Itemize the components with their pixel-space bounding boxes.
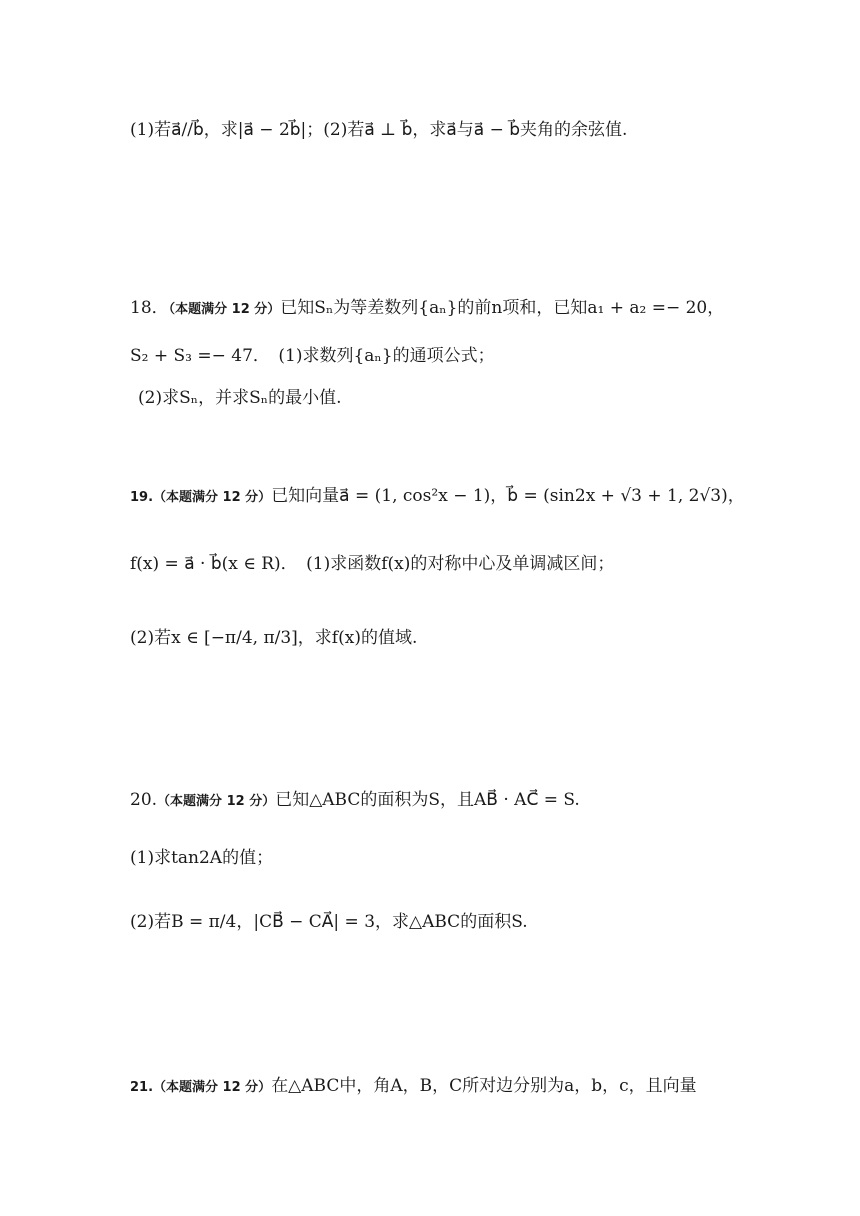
q20-line-1 (130, 788, 580, 814)
q19-text-3: (2)若x ∈ [−π/4, π/3]，求f(x)的值域. (130, 628, 418, 648)
q19-line-2 (130, 552, 614, 576)
q20-text-3: (2)若B = π/4，|CB⃗ − CA⃗| = 3，求△ABC的面积S. (130, 912, 528, 932)
q20-number: 20. (130, 790, 158, 810)
q17-text: (1)若a⃗//b⃗，求|a⃗ − 2b⃗|；(2)若a⃗ ⊥ b⃗，求a⃗与a⃗ − b⃗夹角的余弦值. (130, 120, 628, 140)
q18-number: 18． (130, 298, 169, 318)
q18-text-2: S₂ + S₃ =− 47． (1)求数列{aₙ}的通项公式； (130, 346, 495, 366)
q20-text-2: (1)求tan2A的值； (130, 848, 274, 868)
q21-score: （本题满分 12 分） (153, 1080, 272, 1095)
q19-number: 19. (130, 490, 154, 505)
q20-line-2 (130, 846, 273, 870)
q18-score: （本题满分 12 分） (168, 302, 281, 317)
q19-line-3 (130, 626, 417, 650)
q21-line-1 (130, 1074, 697, 1100)
q19-text-2: f(x) = a⃗ · b⃗(x ∈ R)． (1)求函数f(x)的对称中心及单调减区间； (130, 554, 615, 574)
q21-text-1: 在△ABC中，角A，B，C所对边分别为a，b，c，且向量 (271, 1076, 697, 1096)
q18-line-2 (130, 344, 495, 368)
q19-line-1 (130, 484, 745, 510)
q18-text-1: 已知Sₙ为等差数列{aₙ}的前n项和，已知a₁ + a₂ =− 20， (280, 298, 725, 318)
q18-line-3 (138, 386, 342, 410)
q21-number: 21. (130, 1080, 154, 1095)
q20-score: （本题满分 12 分） (157, 794, 276, 809)
q19-text-1: 已知向量a⃗ = (1, cos²x − 1)，b⃗ = (sin2x + √3 + 1, 2√3)， (271, 486, 745, 506)
q20-line-3 (130, 910, 528, 934)
q18-text-3: (2)求Sₙ，并求Sₙ的最小值. (138, 388, 342, 408)
q18-line-1 (130, 296, 724, 322)
q20-text-1: 已知△ABC的面积为S，且AB⃗ · AC⃗ = S. (275, 790, 580, 810)
q19-score: （本题满分 12 分） (153, 490, 272, 505)
q17-line-1 (130, 118, 627, 142)
